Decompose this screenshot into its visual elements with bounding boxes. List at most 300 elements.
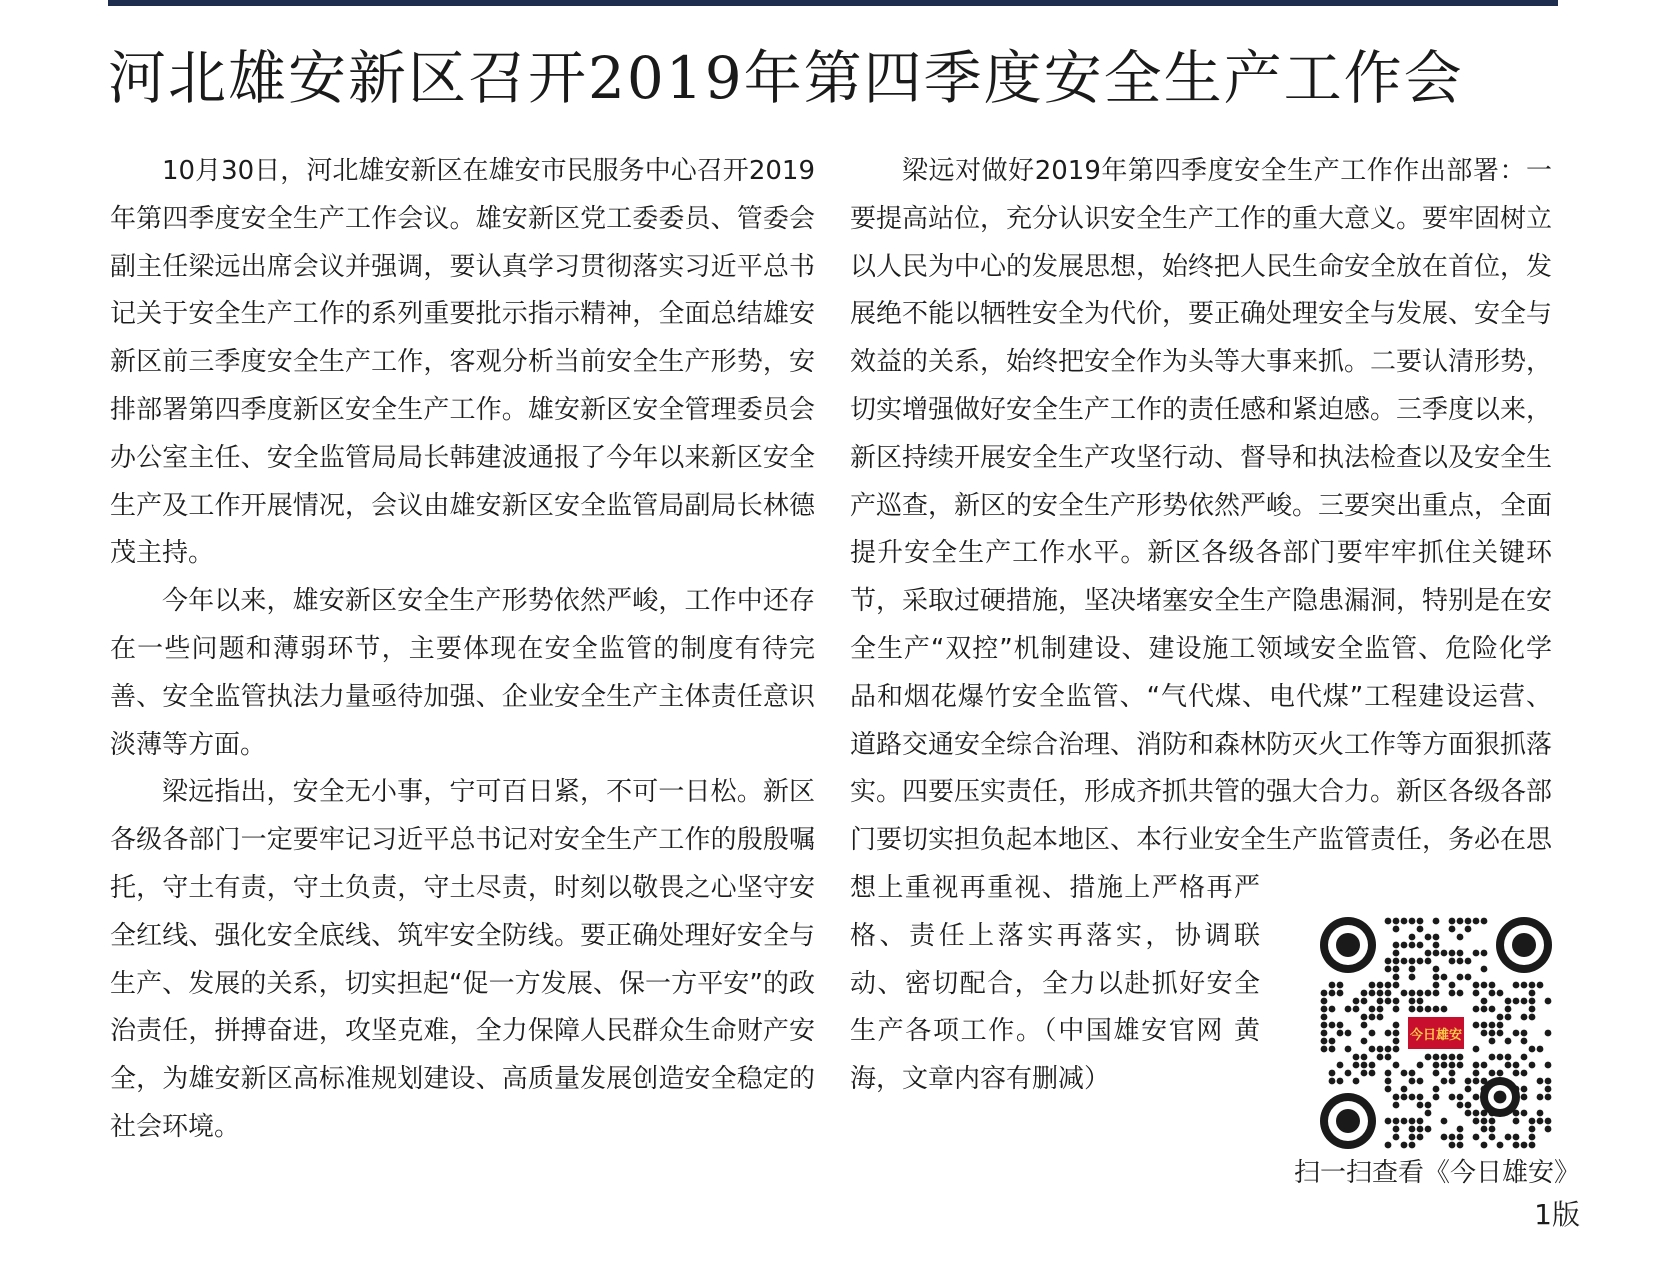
qr-module bbox=[1385, 1118, 1392, 1125]
qr-module bbox=[1361, 1062, 1368, 1069]
qr-module bbox=[1521, 1142, 1528, 1149]
qr-module bbox=[1465, 974, 1472, 981]
qr-module bbox=[1337, 990, 1344, 997]
qr-module bbox=[1449, 1134, 1456, 1141]
qr-module bbox=[1513, 1070, 1520, 1077]
qr-module bbox=[1449, 1054, 1456, 1061]
paragraph-3: 梁远指出，安全无小事，宁可百日紧，不可一日松。新区各级各部门一定要牢记习近平总书记对安全生产工作的殷殷嘱托，守土有责，守土负责，守土尽责，时刻以敬畏之心坚守安全红线、强化安全底线、筑牢安全防线。要正确处理好安全与生产、发展的关系，切实担起“促一方发展、保一方平安”的政治责任，拼搏奋进，攻坚克难，全力保障人民群众生命财产安全，为雄安新区高标准规划建设、高质量发展创造安全稳定的社会环境。 bbox=[110, 777, 815, 1142]
qr-module bbox=[1441, 1062, 1448, 1069]
qr-module bbox=[1457, 974, 1464, 981]
qr-module bbox=[1545, 1062, 1552, 1069]
qr-module bbox=[1321, 1014, 1328, 1021]
qr-module bbox=[1329, 1078, 1336, 1085]
qr-alignment-pattern bbox=[1494, 1091, 1507, 1104]
top-rule bbox=[108, 0, 1558, 6]
qr-module bbox=[1521, 982, 1528, 989]
qr-module bbox=[1521, 1030, 1528, 1037]
qr-module bbox=[1409, 1006, 1416, 1013]
qr-module bbox=[1449, 1062, 1456, 1069]
qr-module bbox=[1425, 1006, 1432, 1013]
qr-module bbox=[1409, 998, 1416, 1005]
qr-module bbox=[1489, 1030, 1496, 1037]
qr-module bbox=[1393, 1062, 1400, 1069]
qr-module bbox=[1377, 1046, 1384, 1053]
qr-module bbox=[1545, 1118, 1552, 1125]
qr-module bbox=[1481, 1062, 1488, 1069]
qr-module bbox=[1385, 1054, 1392, 1061]
qr-module bbox=[1401, 1094, 1408, 1101]
qr-module bbox=[1529, 982, 1536, 989]
qr-module bbox=[1425, 958, 1432, 965]
paragraph-4: 梁远对做好2019年第四季度安全生产工作作出部署：一要提高站位，充分认识安全生产工作的重大意义。要牢固树立以人民为中心的发展思想，始终把人民生命安全放在首位，发展绝不能以牺牲安全为代价，要正确处理安全与发展、安全与效益的关系，始终把安全作为头等大事来抓。二要认清形势，切实增强做好安全生产工作的责任感和紧迫感。三季度以来，新区持续开展安全生产攻坚行动、督导和执法检查以及安全生产巡查，新区的安全生产形势依然严峻。三要突出重点，全面提升安全生产工作水平。新区各级各部门要牢牢抓住关键环节，采取过硬措施，坚决堵塞安全生产隐患漏洞，特别是在安全生产“双控”机制建设、建设施工领域安全监管、危险化学品和烟花爆竹安全监管、“气代煤、电代煤”工程建设运营、道路交通安全综合治理、消防和森林防灭火工作等方面狠抓落实。四要压实责任，形成齐抓共管的强大合力。新区各级各部门要切实担负起本地区、本行业安全生产监管责任，务必在思 bbox=[850, 156, 1553, 856]
qr-module bbox=[1393, 974, 1400, 981]
qr-module bbox=[1457, 1102, 1464, 1109]
qr-module bbox=[1377, 982, 1384, 989]
qr-module bbox=[1393, 1022, 1400, 1029]
qr-module bbox=[1441, 1006, 1448, 1013]
qr-module bbox=[1505, 1006, 1512, 1013]
article-headline: 河北雄安新区召开2019年第四季度安全生产工作会 bbox=[108, 44, 1464, 112]
qr-module bbox=[1441, 1078, 1448, 1085]
qr-module bbox=[1537, 1094, 1544, 1101]
qr-module bbox=[1465, 1086, 1472, 1093]
qr-module bbox=[1329, 1046, 1336, 1053]
qr-module bbox=[1489, 1038, 1496, 1045]
qr-module bbox=[1457, 1134, 1464, 1141]
qr-module bbox=[1385, 966, 1392, 973]
qr-module bbox=[1441, 1118, 1448, 1125]
qr-module bbox=[1489, 1054, 1496, 1061]
qr-module bbox=[1481, 1118, 1488, 1125]
qr-module bbox=[1329, 1038, 1336, 1045]
qr-module bbox=[1473, 1062, 1480, 1069]
qr-module bbox=[1489, 1118, 1496, 1125]
qr-module bbox=[1401, 1070, 1408, 1077]
qr-module bbox=[1449, 1070, 1456, 1077]
qr-module bbox=[1409, 1118, 1416, 1125]
qr-module bbox=[1433, 982, 1440, 989]
qr-module bbox=[1473, 1078, 1480, 1085]
qr-module bbox=[1537, 982, 1544, 989]
qr-module bbox=[1433, 990, 1440, 997]
qr-module bbox=[1545, 1086, 1552, 1093]
qr-module bbox=[1329, 982, 1336, 989]
qr-module bbox=[1345, 1070, 1352, 1077]
qr-module bbox=[1385, 1142, 1392, 1149]
qr-module bbox=[1465, 1078, 1472, 1085]
qr-module bbox=[1369, 1014, 1376, 1021]
qr-module bbox=[1481, 1030, 1488, 1037]
qr-module bbox=[1545, 1078, 1552, 1085]
qr-module bbox=[1409, 942, 1416, 949]
qr-module bbox=[1393, 1118, 1400, 1125]
qr-module bbox=[1377, 1006, 1384, 1013]
qr-module bbox=[1473, 1046, 1480, 1053]
qr-module bbox=[1401, 942, 1408, 949]
qr-module bbox=[1377, 998, 1384, 1005]
qr-module bbox=[1393, 1126, 1400, 1133]
qr-module bbox=[1417, 1134, 1424, 1141]
qr-module bbox=[1393, 1038, 1400, 1045]
qr-module bbox=[1393, 1094, 1400, 1101]
qr-module bbox=[1497, 1070, 1504, 1077]
qr-module bbox=[1385, 982, 1392, 989]
qr-module bbox=[1369, 1006, 1376, 1013]
qr-module bbox=[1417, 958, 1424, 965]
qr-module bbox=[1473, 1134, 1480, 1141]
qr-module bbox=[1393, 1030, 1400, 1037]
qr-module bbox=[1489, 1134, 1496, 1141]
qr-module bbox=[1441, 1134, 1448, 1141]
qr-module bbox=[1521, 1086, 1528, 1093]
qr-module bbox=[1361, 1014, 1368, 1021]
qr-module bbox=[1433, 1086, 1440, 1093]
qr-module bbox=[1465, 1110, 1472, 1117]
qr-module bbox=[1489, 990, 1496, 997]
qr-module bbox=[1489, 1022, 1496, 1029]
qr-module bbox=[1449, 982, 1456, 989]
qr-module bbox=[1457, 1126, 1464, 1133]
qr-module bbox=[1409, 1134, 1416, 1141]
qr-module bbox=[1401, 990, 1408, 997]
qr-module bbox=[1497, 1030, 1504, 1037]
qr-code[interactable] bbox=[1320, 917, 1552, 1149]
qr-module bbox=[1417, 990, 1424, 997]
qr-module bbox=[1529, 990, 1536, 997]
qr-module bbox=[1489, 982, 1496, 989]
qr-module bbox=[1369, 982, 1376, 989]
qr-module bbox=[1353, 1054, 1360, 1061]
qr-module bbox=[1449, 918, 1456, 925]
qr-finder-pattern bbox=[1336, 933, 1360, 957]
qr-module bbox=[1449, 958, 1456, 965]
qr-module bbox=[1385, 958, 1392, 965]
qr-module bbox=[1497, 1054, 1504, 1061]
qr-module bbox=[1417, 918, 1424, 925]
qr-module bbox=[1481, 982, 1488, 989]
qr-module bbox=[1529, 1006, 1536, 1013]
qr-module bbox=[1457, 990, 1464, 997]
qr-module bbox=[1457, 1094, 1464, 1101]
qr-module bbox=[1449, 950, 1456, 957]
qr-module bbox=[1409, 1078, 1416, 1085]
qr-module bbox=[1321, 1038, 1328, 1045]
qr-module bbox=[1441, 974, 1448, 981]
qr-module bbox=[1361, 1070, 1368, 1077]
qr-module bbox=[1393, 966, 1400, 973]
qr-module bbox=[1369, 1030, 1376, 1037]
qr-module bbox=[1441, 950, 1448, 957]
qr-module bbox=[1417, 1118, 1424, 1125]
qr-module bbox=[1337, 1022, 1344, 1029]
qr-module bbox=[1385, 1086, 1392, 1093]
qr-module bbox=[1361, 1022, 1368, 1029]
qr-module bbox=[1361, 990, 1368, 997]
qr-module bbox=[1505, 1134, 1512, 1141]
qr-module bbox=[1489, 1006, 1496, 1013]
qr-module bbox=[1449, 990, 1456, 997]
qr-module bbox=[1417, 1006, 1424, 1013]
qr-code-image bbox=[1320, 917, 1552, 1149]
qr-module bbox=[1345, 1006, 1352, 1013]
qr-module bbox=[1361, 1038, 1368, 1045]
qr-module bbox=[1337, 1030, 1344, 1037]
qr-module bbox=[1473, 1110, 1480, 1117]
page-number: 1版 bbox=[1534, 1198, 1580, 1231]
qr-module bbox=[1321, 990, 1328, 997]
qr-module bbox=[1521, 998, 1528, 1005]
qr-module bbox=[1321, 1022, 1328, 1029]
qr-module bbox=[1329, 990, 1336, 997]
qr-module bbox=[1529, 1134, 1536, 1141]
qr-module bbox=[1521, 1110, 1528, 1117]
qr-module bbox=[1529, 1126, 1536, 1133]
qr-module bbox=[1369, 1046, 1376, 1053]
qr-module bbox=[1401, 918, 1408, 925]
qr-module bbox=[1457, 950, 1464, 957]
qr-module bbox=[1353, 1062, 1360, 1069]
qr-module bbox=[1425, 934, 1432, 941]
qr-module bbox=[1473, 1022, 1480, 1029]
qr-module bbox=[1321, 1030, 1328, 1037]
qr-finder-pattern bbox=[1512, 933, 1536, 957]
qr-module bbox=[1417, 1126, 1424, 1133]
qr-module bbox=[1465, 1102, 1472, 1109]
paragraph-1: 10月30日，河北雄安新区在雄安市民服务中心召开2019年第四季度安全生产工作会议。雄安新区党工委委员、管委会副主任梁远出席会议并强调，要认真学习贯彻落实习近平总书记关于安全生产工作的系列重要批示指示精神，全面总结雄安新区前三季度安全生产工作，客观分析当前安全生产形势，安排部署第四季度新区安全生产工作。雄安新区安全管理委员会办公室主任、安全监管局局长韩建波通报了今年以来新区安全生产及工作开展情况，会议由雄安新区安全监管局副局长林德茂主持。 bbox=[110, 156, 815, 569]
qr-module bbox=[1545, 998, 1552, 1005]
qr-module bbox=[1433, 942, 1440, 949]
qr-module bbox=[1409, 1070, 1416, 1077]
qr-module bbox=[1345, 1030, 1352, 1037]
qr-module bbox=[1321, 1006, 1328, 1013]
qr-module bbox=[1401, 958, 1408, 965]
qr-module bbox=[1457, 1054, 1464, 1061]
qr-module bbox=[1425, 990, 1432, 997]
qr-module bbox=[1457, 918, 1464, 925]
qr-module bbox=[1465, 958, 1472, 965]
qr-module bbox=[1393, 950, 1400, 957]
qr-module bbox=[1393, 998, 1400, 1005]
qr-module bbox=[1345, 1046, 1352, 1053]
qr-module bbox=[1529, 998, 1536, 1005]
qr-module bbox=[1329, 1070, 1336, 1077]
qr-module bbox=[1433, 1062, 1440, 1069]
qr-module bbox=[1489, 1070, 1496, 1077]
qr-module bbox=[1545, 1126, 1552, 1133]
qr-module bbox=[1473, 918, 1480, 925]
qr-module bbox=[1505, 1054, 1512, 1061]
qr-module bbox=[1505, 1014, 1512, 1021]
qr-module bbox=[1457, 1062, 1464, 1069]
qr-module bbox=[1457, 934, 1464, 941]
qr-module bbox=[1513, 1134, 1520, 1141]
qr-module bbox=[1521, 1014, 1528, 1021]
qr-module bbox=[1481, 1142, 1488, 1149]
qr-module bbox=[1393, 1134, 1400, 1141]
qr-module bbox=[1481, 966, 1488, 973]
qr-module bbox=[1377, 990, 1384, 997]
qr-module bbox=[1337, 982, 1344, 989]
qr-finder-pattern bbox=[1336, 1109, 1360, 1133]
qr-module bbox=[1529, 1118, 1536, 1125]
qr-module bbox=[1353, 998, 1360, 1005]
qr-module bbox=[1393, 982, 1400, 989]
qr-module bbox=[1521, 1094, 1528, 1101]
qr-module bbox=[1385, 1030, 1392, 1037]
qr-module bbox=[1449, 1078, 1456, 1085]
qr-module bbox=[1369, 1062, 1376, 1069]
qr-module bbox=[1521, 1054, 1528, 1061]
qr-module bbox=[1361, 998, 1368, 1005]
qr-module bbox=[1417, 1062, 1424, 1069]
qr-module bbox=[1369, 1070, 1376, 1077]
qr-module bbox=[1465, 918, 1472, 925]
qr-module bbox=[1433, 1054, 1440, 1061]
qr-module bbox=[1513, 1030, 1520, 1037]
qr-module bbox=[1425, 1102, 1432, 1109]
qr-module bbox=[1385, 918, 1392, 925]
qr-module bbox=[1401, 1118, 1408, 1125]
qr-module bbox=[1497, 1022, 1504, 1029]
qr-module bbox=[1321, 998, 1328, 1005]
qr-module bbox=[1457, 1142, 1464, 1149]
qr-module bbox=[1497, 1142, 1504, 1149]
qr-module bbox=[1505, 1038, 1512, 1045]
qr-module bbox=[1473, 1094, 1480, 1101]
qr-module bbox=[1425, 1126, 1432, 1133]
qr-module bbox=[1409, 1094, 1416, 1101]
qr-module bbox=[1449, 1142, 1456, 1149]
qr-module bbox=[1481, 1006, 1488, 1013]
qr-module bbox=[1425, 1054, 1432, 1061]
qr-module bbox=[1473, 1070, 1480, 1077]
qr-module bbox=[1409, 974, 1416, 981]
qr-module bbox=[1473, 990, 1480, 997]
qr-module bbox=[1473, 950, 1480, 957]
qr-module bbox=[1497, 990, 1504, 997]
qr-module bbox=[1433, 950, 1440, 957]
qr-module bbox=[1505, 998, 1512, 1005]
qr-module bbox=[1369, 990, 1376, 997]
qr-module bbox=[1505, 1062, 1512, 1069]
qr-module bbox=[1481, 1022, 1488, 1029]
qr-module bbox=[1377, 1054, 1384, 1061]
qr-module bbox=[1513, 998, 1520, 1005]
qr-module bbox=[1417, 1094, 1424, 1101]
qr-module bbox=[1537, 1110, 1544, 1117]
qr-module bbox=[1433, 1006, 1440, 1013]
qr-module bbox=[1385, 1046, 1392, 1053]
qr-module bbox=[1529, 1142, 1536, 1149]
qr-caption: 扫一扫查看《今日雄安》 bbox=[1293, 1158, 1580, 1188]
qr-module bbox=[1353, 1006, 1360, 1013]
paragraph-4-continued: 想上重视再重视、措施上严格再严格、责任上落实再落实，协调联动、密切配合，全力以赴抓好安全生产各项工作。（中国雄安官网 黄海，文章内容有删减） bbox=[850, 872, 1260, 1095]
qr-module bbox=[1489, 1126, 1496, 1133]
qr-module bbox=[1409, 934, 1416, 941]
qr-module bbox=[1433, 1070, 1440, 1077]
qr-module bbox=[1449, 1094, 1456, 1101]
qr-module bbox=[1465, 926, 1472, 933]
qr-module bbox=[1409, 958, 1416, 965]
qr-module bbox=[1521, 1038, 1528, 1045]
qr-module bbox=[1473, 982, 1480, 989]
qr-module bbox=[1473, 1118, 1480, 1125]
qr-module bbox=[1497, 1014, 1504, 1021]
qr-module bbox=[1361, 1054, 1368, 1061]
qr-module bbox=[1513, 1118, 1520, 1125]
qr-module bbox=[1321, 1046, 1328, 1053]
qr-module bbox=[1481, 1126, 1488, 1133]
qr-module bbox=[1537, 1046, 1544, 1053]
qr-module bbox=[1513, 1062, 1520, 1069]
qr-module bbox=[1481, 918, 1488, 925]
qr-module bbox=[1409, 1126, 1416, 1133]
qr-module bbox=[1385, 1078, 1392, 1085]
qr-module bbox=[1393, 1006, 1400, 1013]
qr-module bbox=[1393, 942, 1400, 949]
qr-module bbox=[1417, 1102, 1424, 1109]
qr-module bbox=[1513, 1142, 1520, 1149]
qr-module bbox=[1537, 1078, 1544, 1085]
qr-module bbox=[1513, 982, 1520, 989]
qr-module bbox=[1433, 1094, 1440, 1101]
qr-module bbox=[1377, 1014, 1384, 1021]
qr-module bbox=[1441, 1054, 1448, 1061]
qr-module bbox=[1385, 1070, 1392, 1077]
qr-module bbox=[1393, 958, 1400, 965]
qr-module bbox=[1329, 1006, 1336, 1013]
qr-module bbox=[1433, 934, 1440, 941]
qr-module bbox=[1545, 1094, 1552, 1101]
qr-module bbox=[1545, 1030, 1552, 1037]
qr-module bbox=[1417, 998, 1424, 1005]
qr-module bbox=[1529, 1062, 1536, 1069]
qr-module bbox=[1409, 966, 1416, 973]
qr-module bbox=[1393, 1102, 1400, 1109]
qr-module bbox=[1529, 1014, 1536, 1021]
qr-module bbox=[1409, 1142, 1416, 1149]
qr-logo-label: 今日雄安 bbox=[1409, 1028, 1463, 1043]
qr-module bbox=[1393, 926, 1400, 933]
qr-module bbox=[1337, 1078, 1344, 1085]
qr-module bbox=[1481, 998, 1488, 1005]
qr-module bbox=[1457, 958, 1464, 965]
qr-module bbox=[1417, 926, 1424, 933]
qr-module bbox=[1529, 1046, 1536, 1053]
qr-module bbox=[1393, 1046, 1400, 1053]
qr-module bbox=[1481, 950, 1488, 957]
qr-module bbox=[1417, 1078, 1424, 1085]
qr-module bbox=[1425, 1110, 1432, 1117]
qr-module bbox=[1393, 918, 1400, 925]
qr-module bbox=[1433, 966, 1440, 973]
qr-module bbox=[1401, 1142, 1408, 1149]
qr-module bbox=[1337, 1062, 1344, 1069]
article-column-left bbox=[110, 148, 815, 1152]
qr-module bbox=[1433, 918, 1440, 925]
qr-module bbox=[1409, 918, 1416, 925]
qr-module bbox=[1449, 926, 1456, 933]
qr-module bbox=[1417, 942, 1424, 949]
qr-module bbox=[1433, 974, 1440, 981]
qr-module bbox=[1329, 1022, 1336, 1029]
qr-module bbox=[1425, 950, 1432, 957]
qr-module bbox=[1385, 990, 1392, 997]
paragraph-2: 今年以来，雄安新区安全生产形势依然严峻，工作中还存在一些问题和薄弱环节，主要体现在安全监管的制度有待完善、安全监管执法力量亟待加强、企业安全生产主体责任意识淡薄等方面。 bbox=[110, 586, 815, 760]
qr-module bbox=[1473, 1006, 1480, 1013]
qr-module bbox=[1521, 1070, 1528, 1077]
qr-module bbox=[1401, 1086, 1408, 1093]
